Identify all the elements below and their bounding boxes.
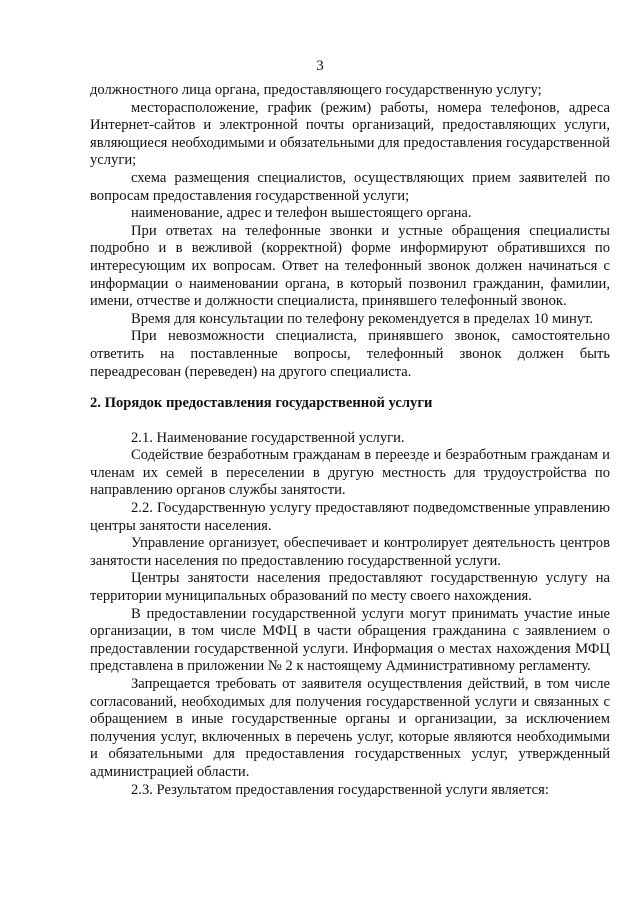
paragraph: Управление организует, обеспечивает и контролирует деятельность центров занятости населения по предоставлению государственной услуги. [90, 535, 610, 569]
paragraphs-before-heading [90, 82, 610, 381]
paragraph: Центры занятости населения предоставляют государственную услугу на территории муниципальных образований по месту своего нахождения. [90, 570, 610, 605]
paragraphs-after-heading [90, 430, 610, 799]
document-body [90, 82, 610, 799]
page-number: 3 [316, 58, 324, 74]
paragraph: наименование, адрес и телефон вышестоящего органа. [131, 205, 472, 222]
paragraph: месторасположение, график (режим) работы, номера телефонов, адреса Интернет-сайтов и электронной почты организаций, предоставляющих услуги, являющиеся необходимыми и обязательными для предоставления государственной услуги; [90, 99, 610, 169]
paragraph: Содействие безработным гражданам в переезде и безработным гражданам и членам их семей в переселении в другую местность для трудоустройства по направлению органов службы занятости. [90, 447, 610, 499]
paragraph: 2.3. Результатом предоставления государственной услуги является: [131, 781, 549, 798]
paragraph: Время для консультации по телефону рекомендуется в пределах 10 минут. [131, 310, 594, 327]
paragraph: При ответах на телефонные звонки и устные обращения специалисты подробно и в вежливой (корректной) форме информируют обратившихся по интересующим их вопросам. Ответ на телефонный звонок должен начинаться с информации о наименовании органа, в который позвонил гражданин, фамилии, имени, отчестве и должности специалиста, принявшего телефонный звонок. [90, 222, 610, 310]
paragraph: 2.2. Государственную услугу предоставляют подведомственные управлению центры занятости населения. [90, 500, 610, 534]
paragraph: 2.1. Наименование государственной услуги. [131, 429, 405, 446]
paragraph: должностного лица органа, предоставляющего государственную услугу; [90, 82, 542, 98]
section-heading: 2. Порядок предоставления государственной услуги [90, 395, 433, 412]
paragraph: В предоставлении государственной услуги могут принимать участие иные организации, в том числе МФЦ в части обращения гражданина с заявлением о предоставлении государственной услуги. Информация о местах нахождения МФЦ представлена в приложении № 2 к настоящему Административному регламенту. [90, 605, 610, 675]
paragraph: При невозможности специалиста, принявшего звонок, самостоятельно ответить на поставленные вопросы, телефонный звонок должен быть переадресован (переведен) на другого специалиста. [90, 328, 610, 380]
paragraph: схема размещения специалистов, осуществляющих прием заявителей по вопросам предоставления государственной услуги; [90, 169, 610, 204]
paragraph: Запрещается требовать от заявителя осуществления действий, в том числе согласований, необходимых для получения государственной услуги и связанных с обращением в иные государственные органы и организации, за исключением получения услуг, включенных в перечень услуг, которые являются необходимыми и обязательными для предоставления государственных услуг, утвержденный администрацией области. [90, 676, 610, 780]
